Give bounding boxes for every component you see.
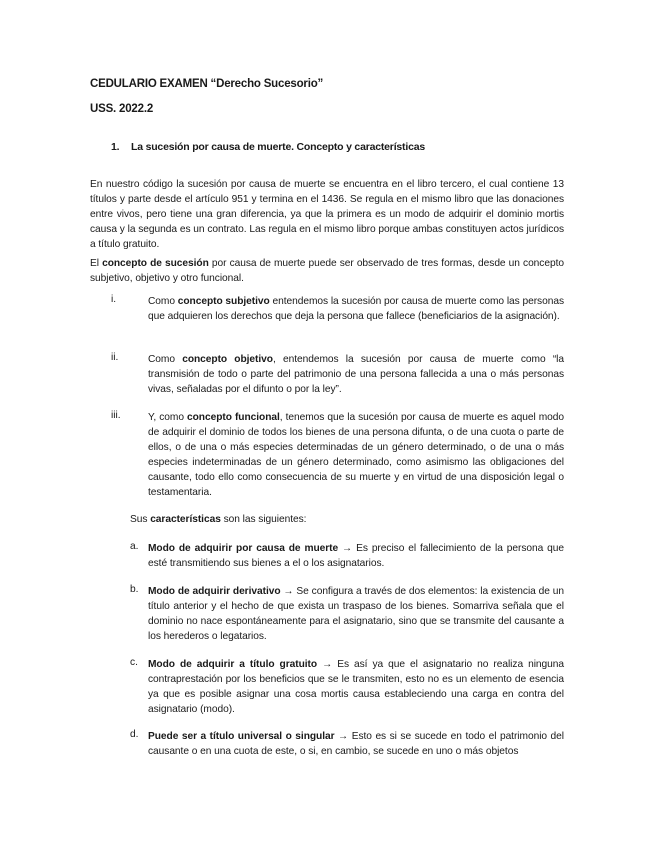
alpha-item bbox=[148, 584, 564, 644]
alpha-item-bold: Puede ser a título universal o singular bbox=[148, 731, 335, 742]
roman-item-bold: concepto funcional bbox=[187, 412, 280, 423]
roman-marker: iii. bbox=[111, 410, 121, 421]
alpha-marker: b. bbox=[130, 584, 139, 595]
roman-item-pre: Y, como bbox=[148, 412, 188, 423]
alpha-item-text: → Es preciso el fallecimiento de la persona que esté transmitiendo sus bienes a el o los asignatarios. bbox=[148, 543, 564, 569]
features-bold: características bbox=[150, 514, 221, 525]
features-post: son las siguientes: bbox=[220, 514, 307, 525]
concept-post: por causa de muerte puede ser observado de tres formas, desde un concepto subjetivo, objetivo y otro funcional. bbox=[90, 258, 564, 284]
alpha-marker: c. bbox=[130, 657, 138, 668]
roman-item-text: , entendemos la sucesión por causa de muerte como “la transmisión de todo o parte del patrimonio de una persona fallecida a una o más personas vivas, señaladas por el difunto o por la ley”. bbox=[148, 354, 564, 395]
alpha-item bbox=[148, 729, 564, 759]
alpha-item-text: → Es así ya que el asignatario no realiza ninguna contraprestación por los beneficios que se le transmiten, esto no es un elemento de esencia ya que es posible asignar una cosa mortis causa estableciendo una carga en contra del asignatario (modo). bbox=[148, 659, 564, 715]
features-pre: Sus bbox=[130, 514, 151, 525]
roman-item-pre: Como bbox=[148, 354, 183, 365]
section-heading-text: La sucesión por causa de muerte. Concepto y características bbox=[131, 141, 425, 153]
roman-item bbox=[148, 294, 564, 324]
alpha-item bbox=[148, 541, 564, 571]
document-title: CEDULARIO EXAMEN “Derecho Sucesorio” bbox=[90, 78, 324, 90]
roman-item-bold: concepto subjetivo bbox=[177, 296, 270, 307]
concept-paragraph bbox=[90, 256, 564, 286]
concept-bold: concepto de sucesión bbox=[102, 258, 209, 269]
roman-item-text: , tenemos que la sucesión por causa de muerte es aquel modo de adquirir el dominio de todos los bienes de una persona difunta, o de una cuota o parte de ellos, o de una o más especies determinadas de un género determinado, o de una o más especies indeterminadas de un género determinado, como asimismo las obligaciones del causante, todo ello como consecuencia de su muerte y en virtud de una disposición legal o testamentaria. bbox=[148, 412, 565, 498]
alpha-marker: d. bbox=[130, 729, 139, 740]
roman-marker: ii. bbox=[111, 352, 119, 363]
section-heading bbox=[111, 141, 425, 153]
document-subtitle: USS. 2022.2 bbox=[90, 103, 154, 115]
alpha-item-text: → Se configura a través de dos elementos: la existencia de un título anterior y el hecho de que exista un traspaso de los bienes. Somarriva señala que el dominio no nace espontáneamente para el asignatario, sino que se transmite del causante a los herederos o legatarios. bbox=[148, 586, 564, 642]
alpha-item-bold: Modo de adquirir por causa de muerte bbox=[148, 543, 339, 554]
alpha-item-text: → Esto es si se sucede en todo el patrimonio del causante o en una cuota de este, o si, en cambio, se sucede en uno o más objetos bbox=[148, 731, 564, 757]
section-number: 1. bbox=[111, 141, 120, 153]
intro-paragraph: En nuestro código la sucesión por causa de muerte se encuentra en el libro tercero, el cual contiene 13 títulos y parte desde el artículo 951 y termina en el 1436. Se regula en el mismo libro que las donaciones entre vivos, pero tiene una gran diferencia, ya que la primera es un modo de adquirir el dominio mortis causa y la segunda es un contrato. Las regula en el mismo libro porque ambas constituyen actos jurídicos a título gratuito. bbox=[90, 179, 564, 250]
roman-item bbox=[148, 352, 564, 397]
roman-item-pre: Como bbox=[148, 296, 178, 307]
concept-pre: El bbox=[90, 258, 103, 269]
features-intro bbox=[130, 512, 550, 527]
alpha-item-bold: Modo de adquirir a título gratuito bbox=[148, 659, 318, 670]
roman-marker: i. bbox=[111, 294, 117, 305]
roman-item-text: entendemos la sucesión por causa de muerte como las personas que adquieren los derechos que deja la persona que fallece (beneficiarios de la asignación). bbox=[148, 296, 564, 322]
alpha-item bbox=[148, 657, 564, 717]
roman-item-bold: concepto objetivo bbox=[182, 354, 273, 365]
alpha-marker: a. bbox=[130, 541, 139, 552]
roman-item bbox=[148, 410, 564, 500]
alpha-item-bold: Modo de adquirir derivativo bbox=[148, 586, 281, 597]
